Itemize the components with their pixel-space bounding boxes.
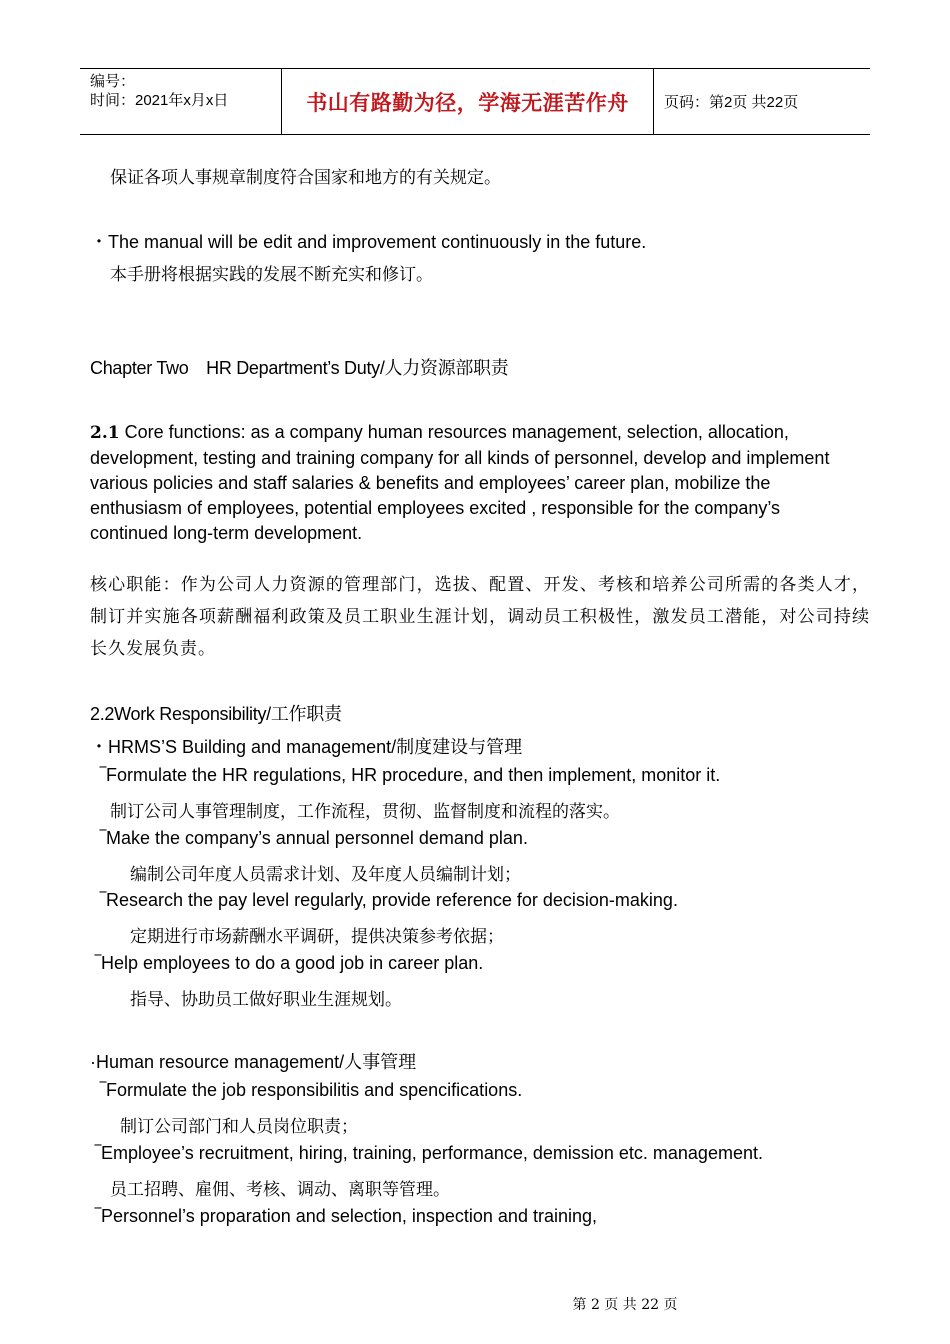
header-motto-cell	[282, 69, 654, 134]
hr-item-1-en: ‾Formulate the job responsibilitis and spencifications.	[100, 1080, 523, 1100]
header-page-number: 页码：第2页 共22页	[664, 94, 799, 111]
hr-item-1-cn: 制订公司部门和人员岗位职责；	[120, 1117, 358, 1137]
hrms-item-4-en: ‾Help employees to do a good job in career plan.	[95, 953, 484, 973]
bullet-manual-en: ・The manual will be edit and improvement continuously in the future.	[90, 232, 647, 252]
hrms-item-3-en: ‾Research the pay level regularly, provide reference for decision-making.	[100, 890, 678, 910]
page-footer	[0, 1294, 950, 1314]
section-2-1-text: Core functions: as a company human resources management, selection, allocation, development, testing and training company for all kinds of personnel, develop and implement various policies and staff salaries & benefits and employees’ career plan, mobilize the enthusiasm of employees, potential employees excited , responsible for the company’s continued long-term development.	[90, 422, 830, 543]
hrms-item-1-cn: 制订公司人事管理制度，工作流程，贯彻、监督制度和流程的落实。	[110, 802, 620, 822]
hrms-item-4-cn: 指导、协助员工做好职业生涯规划。	[130, 990, 402, 1010]
hrms-item-2-cn: 编制公司年度人员需求计划、及年度人员编制计划；	[130, 865, 521, 885]
hr-item-2-cn: 员工招聘、雇佣、考核、调动、离职等管理。	[110, 1180, 450, 1200]
group-hrms-title: ・HRMS’S Building and management/制度建设与管理	[90, 737, 523, 757]
hrms-item-3-cn: 定期进行市场薪酬水平调研，提供决策参考依据；	[130, 927, 504, 947]
section-2-1-cn-paragraph: 核心职能：作为公司人力资源的管理部门，选拔、配置、开发、考核和培养公司所需的各类人才，制订并实施各项薪酬福利政策及员工职业生涯计划，调动员工积极性，激发员工潜能，对公司持续长久发展负责。	[90, 575, 870, 659]
body-line-cn: 保证各项人事规章制度符合国家和地方的有关规定。	[110, 168, 501, 188]
header-page-info	[654, 69, 870, 134]
document-date: 时间：2021年x月x日	[90, 92, 229, 109]
hrms-item-2-en: ‾Make the company’s annual personnel demand plan.	[100, 828, 528, 848]
chapter-title: Chapter Two HR Department’s Duty/人力资源部职责	[90, 358, 509, 378]
header-motto: 书山有路勤为径，学海无涯苦作舟	[306, 90, 629, 115]
section-2-1-paragraph	[90, 420, 850, 546]
hr-item-3-en: ‾Personnel’s proparation and selection, inspection and training,	[95, 1206, 597, 1226]
page-header	[80, 68, 870, 135]
section-2-1-number: 2.1	[90, 423, 120, 443]
document-number-label: 编号：	[90, 73, 136, 90]
footer-page-number: 第 2 页 共 22 页	[572, 1297, 678, 1313]
hrms-item-1-en: ‾Formulate the HR regulations, HR procedure, and then implement, monitor it.	[100, 765, 721, 785]
group-hr-management-title: ·Human resource management/人事管理	[90, 1052, 417, 1072]
bullet-manual-cn: 本手册将根据实践的发展不断充实和修订。	[110, 265, 433, 285]
section-2-2-title: 2.2Work Responsibility/工作职责	[90, 704, 342, 724]
header-meta	[80, 69, 282, 134]
hr-item-2-en: ‾Employee’s recruitment, hiring, training, performance, demission etc. management.	[95, 1143, 763, 1163]
